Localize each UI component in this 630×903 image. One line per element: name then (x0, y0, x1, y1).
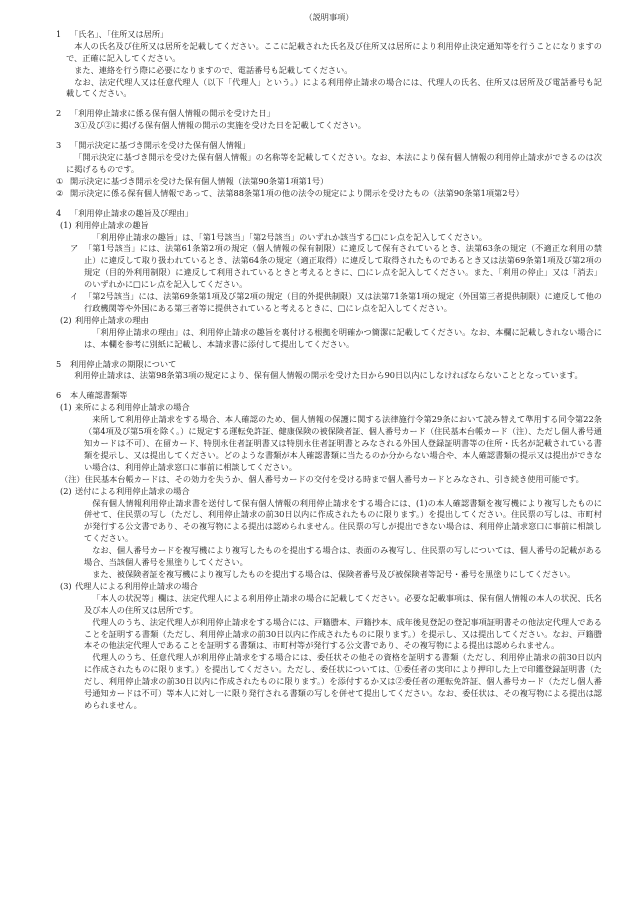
section-number: 3 (56, 140, 62, 151)
subsection-heading (56, 220, 602, 232)
paragraph: 来所して利用停止請求をする場合、本人確認のため、個人情報の保護に関する法律施行令第29条において読み替えて準用する同令第22条（第4項及び第5項を除く。）に規定する運転免許証、健康保険の被保険者証、個人番号カード（住民基本台帳カード（注）、ただし個人番号通知カードは不可）、在留カード、特別永住者証明書又は特別永住者証明書とみなされる外国人登録証明書等の住所・氏名が記載されている書類を提示し、又は提出してください。どのような書類が本人確認書類に当たるのか分からない場合や、本人確認書類の提示又は提出ができない場合は、利用停止請求窓口に事前に相談してください。 (84, 414, 602, 472)
list-marker: ② (56, 187, 64, 198)
section-4 (56, 208, 602, 351)
subsection-title: 利用停止請求の趣旨 (75, 219, 149, 230)
subsection-title: 送付による利用停止請求の場合 (75, 485, 190, 496)
list-marker: ① (56, 175, 64, 186)
paragraph: 代理人のうち、任意代理人が利用停止請求をする場合には、委任状その他その資格を証明する書類（ただし、利用停止請求の前30日以内に作成されたものに限ります。）を提出してください。ただし、委任状については、①委任者の実印により押印した上で印鑑登録証明書（ただし、利用停止請求の前30日以内に作成されたものに限ります。）を添付するか又は②委任者の運転免許証、個人番号カード（ただし個人番号通知カードは不可）等本人に対し一に限り発行される書類の写しを併せて提出してください。なお、委任状は、その複写物による提出は認められません。 (84, 652, 602, 710)
note (56, 474, 602, 486)
note-text: 住民基本台帳カードは、その効力を失うか、個人番号カードの交付を受ける時まで個人番号カードとみなされ、引き続き使用可能です。 (84, 473, 584, 484)
paragraph: また、被保険者証を複写機により複写したものを提出する場合は、保険者番号及び被保険者等記号・番号を黒塗りにしてください。 (92, 568, 576, 579)
section-3-heading-row (56, 140, 602, 152)
section-number: 6 (56, 390, 62, 401)
list-item (56, 243, 602, 291)
section-number: 2 (56, 108, 62, 119)
note-marker: （注） (60, 473, 85, 484)
list-item (56, 176, 602, 188)
section-heading: 利用停止請求の期限について (70, 358, 177, 369)
paragraph: 保有個人情報利用停止請求書を送付して保有個人情報の利用停止請求をする場合には、(1)の本人確認書類を複写機により複写したものに併せて、住民票の写し（ただし、利用停止請求の前30日以内に作成されたものに限ります。）を提出してください。住民票の写しは、市町村が発行する公文書であり、その複写物による提出は認められません。住民票の写しが提出できない場合は、利用停止請求窓口に事前に相談してください。 (84, 497, 602, 544)
paragraph: 「利用停止請求の理由」は、利用停止請求の趣旨を裏付ける根拠を明確かつ簡潔に記載してください。なお、本欄に記載しきれない場合には、本欄を参考に別紙に記載し、本請求書に添付して提出してください。 (84, 326, 602, 349)
page-title: （説明事項） (304, 12, 354, 22)
section-6-heading-row (56, 390, 602, 402)
subsection-heading (56, 581, 602, 593)
list-item (56, 188, 602, 200)
section-4-heading-row (56, 208, 602, 220)
subsection-number: (2) (60, 485, 72, 496)
subsection-number: (1) (60, 402, 72, 413)
paragraph: また、連絡を行う際に必要になりますので、電話番号も記載してください。 (74, 64, 353, 75)
subsection-number: (1) (60, 219, 72, 230)
paragraph: 利用停止請求は、法第98条第3項の規定により、保有個人情報の開示を受けた日から90日以内にしなければならないこととなっています。 (74, 370, 583, 381)
subsection-heading (56, 315, 602, 327)
section-number: 4 (56, 207, 62, 218)
subsection-heading (56, 486, 602, 498)
section-number: 5 (56, 358, 62, 369)
paragraph: なお、個人番号カードを複写機により複写したものを提出する場合は、表面のみ複写し、住民票の写しについては、個人番号の記載がある場合、当該個人番号を黒塗りしてください。 (84, 545, 602, 568)
section-heading: 本人確認書類等 (70, 390, 128, 401)
section-2 (56, 108, 602, 132)
section-5 (56, 359, 602, 383)
subsection-title: 来所による利用停止請求の場合 (75, 402, 190, 413)
list-item (56, 291, 602, 315)
list-text: 「第2号該当」には、法第69条第1項及び第2項の規定（目的外提供制限）又は法第71条第1項の規定（外国第三者提供制限）に違反して他の行政機関等や外国にある第三者等に提供されていると考えるときに、□にレ点を記入してください。 (84, 291, 602, 313)
paragraph: 代理人のうち、法定代理人が利用停止請求をする場合には、戸籍謄本、戸籍抄本、成年後見登記の登記事項証明書その他法定代理人であることを証明する書類（ただし、利用停止請求の前30日以内に作成されたものに限ります。）を提示し、又は提出してください。なお、戸籍謄本その他法定代理人であることを証明する書類は、市町村等が発行する公文書であり、その複写物による提出は認められません。 (84, 616, 602, 651)
section-1-heading-row (56, 29, 602, 41)
subsection-title: 代理人による利用停止請求の場合 (75, 580, 198, 591)
section-heading: 「氏名」、「住所又は居所」 (70, 28, 169, 39)
paragraph: 「利用停止請求の趣旨」は、「第1号該当」「第2号該当」のいずれか該当する□にレ点を記入してください。 (92, 231, 487, 242)
paragraph: なお、法定代理人又は任意代理人（以下「代理人」という。）による利用停止請求の場合には、代理人の氏名、住所又は居所及び電話番号も記載してください。 (66, 76, 602, 99)
section-heading: 「開示決定に基づき開示を受けた保有個人情報」 (70, 140, 251, 151)
section-3 (56, 140, 602, 200)
subsection-number: (2) (60, 314, 72, 325)
paragraph: 本人の氏名及び住所又は居所を記載してください。ここに記載された氏名及び住所又は居所により利用停止決定通知等を行うことになりますので、正確に記入してください。 (66, 40, 602, 63)
list-marker: ア (70, 243, 79, 254)
paragraph: 「開示決定に基づき開示を受けた保有個人情報」の名称等を記載してください。なお、本法により保有個人情報の利用停止請求ができるのは次に掲げるものです。 (66, 152, 602, 174)
list-text: 開示決定に係る保有個人情報であって、法第88条第1項の他の法令の規定により開示を受けたもの（法第90条第1項第2号） (70, 187, 524, 198)
paragraph: 「本人の状況等」欄は、法定代理人による利用停止請求の場合に記載してください。必要な記載事項は、保有個人情報の本人の状況、氏名及び本人の住所又は居所です。 (84, 592, 602, 615)
list-text: 「第1号該当」には、法第61条第2項の規定（個人情報の保有制限）に違反して保有されているとき、法第63条の規定（不適正な利用の禁止）に違反して取り扱われているとき、法第64条の規定（適正取得）に違反して取得されたものであるとき又は法第69条第1項及び第2項の規定（目的外利用制限）に違反して利用されているときと考えるときに、□にレ点を記入してください。また、「利用の停止」又は「消去」のいずれかに□にレ点を記入してください。 (84, 243, 602, 290)
subsection-number: (3) (60, 580, 72, 591)
section-2-heading-row (56, 108, 602, 120)
section-1 (56, 29, 602, 100)
subsection-heading (56, 402, 602, 414)
list-text: 開示決定に基づき開示を受けた保有個人情報（法第90条第1項第1号） (70, 175, 329, 186)
section-heading: 「利用停止請求の趣旨及び理由」 (70, 207, 193, 218)
list-marker: イ (70, 291, 79, 302)
section-6 (56, 390, 602, 711)
section-number: 1 (56, 28, 62, 39)
section-heading: 「利用停止請求に係る保有個人情報の開示を受けた日」 (70, 108, 275, 119)
paragraph: 3①及び②に掲げる保有個人情報の開示の実施を受けた日を記載してください。 (74, 120, 366, 131)
section-5-heading-row (56, 359, 602, 371)
subsection-title: 利用停止請求の理由 (75, 314, 149, 325)
